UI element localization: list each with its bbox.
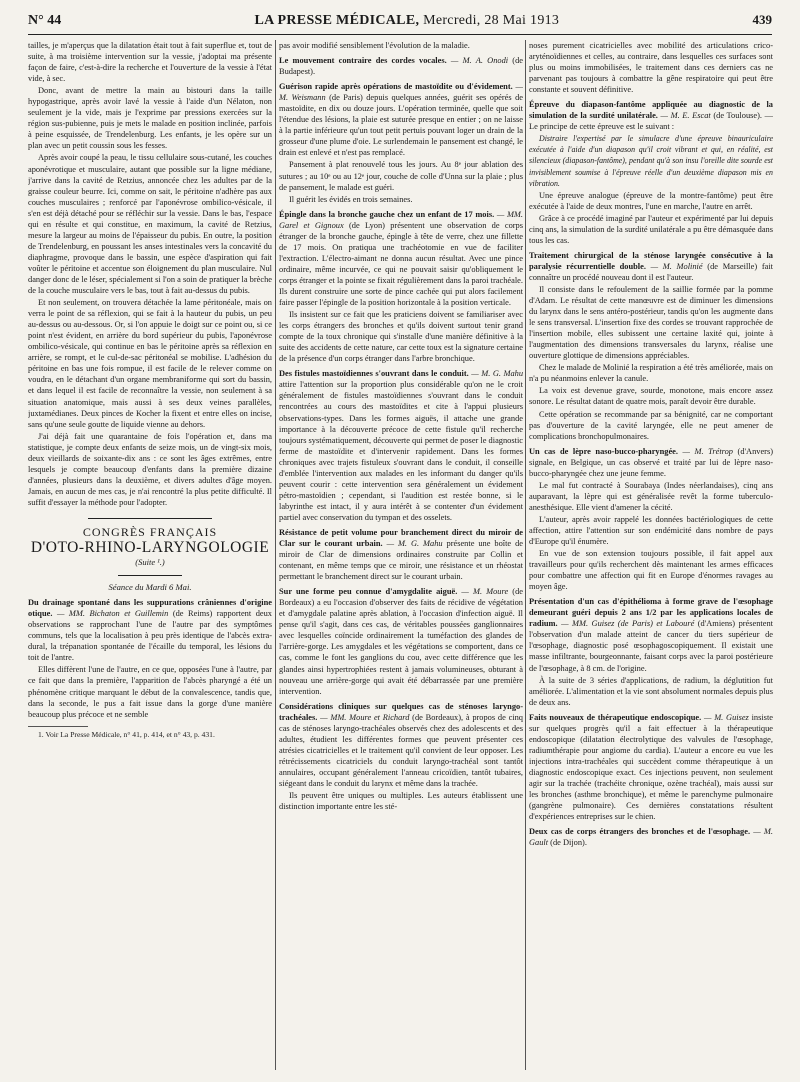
- paragraph: tailles, je m'aperçus que la dilatation était tout à fait superflue et, tout de suite, à ma troisième intervention sur la vessie, j'adoptai ma présente façon de faire, c'est-à-dire la recherche et l'ouverture de la vessie à l'état vide, à sec.: [28, 41, 272, 84]
- paragraph: Grâce à ce procédé imaginé par l'auteur et expérimenté par lui depuis cinq ans, la simulation de la surdité unilatérale a pu être démasquée dans tous les cas.: [529, 213, 773, 245]
- abstract-authors: — M. E. Escat: [657, 111, 711, 121]
- abstract-authors: — M. Moure: [457, 587, 509, 597]
- paragraph: Pansement à plat renouvelé tous les jours. Au 8ᵉ jour ablation des sutures ; au 10ᵉ ou au 12ᵉ jour, couche de colle d'Unna sur la plaie ; plus de pansement, le malade est guéri.: [279, 160, 523, 192]
- paragraph: Il consiste dans le refoulement de la saillie formée par la pomme d'Adam. Le résultat de cette manœuvre est de diminuer les dimensions du larynx dans le sens antéro-postérieur, tandis qu'on les augmente dans le sens transversal. L'insertion fixe des cordes se trouvant rapprochée de l'insertion mobile, elles subissent une certaine laxité qui, jointe à l'augmentation des dimensions transversales du larynx, réalise une ouverture glottique de dimensions appréciables.: [529, 284, 773, 361]
- page-header: [28, 12, 772, 32]
- abstract-title: Deux cas de corps étrangers des bronches et de l'œsophage.: [529, 827, 751, 837]
- abstract-paragraph: [279, 55, 523, 77]
- abstract-authors: — M. G. Mahu: [468, 369, 523, 379]
- abstract-paragraph: [529, 596, 773, 673]
- abstract-authors: — M. Guisez: [701, 712, 749, 722]
- abstract-title: Résistance de petit volume pour branchement direct du miroir de Clar sur le courant urbain.: [279, 527, 523, 549]
- abstract-title: Des fistules mastoïdiennes s'ouvrant dans le conduit.: [279, 369, 469, 379]
- paragraph: Une épreuve analogue (épreuve de la montre-fantôme) peut être exécutée à l'aide de deux montres, l'une en marche, l'autre en arrêt.: [529, 190, 773, 211]
- footnote: 1. Voir La Presse Médicale, n° 41, p. 414, et n° 43, p. 431.: [38, 729, 215, 739]
- abstract-title: Traitement chirurgical de la sténose laryngée consécutive à la paralysie récurrentielle double.: [529, 250, 773, 271]
- abstract-title: Considérations cliniques sur quelques cas de sténoses laryngo-trachéales.: [279, 701, 523, 722]
- abstract-text: (de Bordeaux) a eu l'occasion d'observer des faits de récidive de végétation et d'amygdale palatine après ablation, à l'occasion d'infection aiguë. Il pense qu'il s'agit, dans ces cas, de véritables poussées ganglionnaires avec lesquelles coïncide ordinairement la tuméfaction des glandes de l'arrière-gorge. Les amygdales et les végétations se comportent, dans ce cas, comme le font les ganglions du cou, avec cette différence que les glandes ainsi hypertrophiées restent à jamais volumineuses, obturant à nouveau une arrière-gorge qui avait été débarrassée par une première intervention.: [279, 587, 523, 696]
- column-divider: [525, 40, 526, 1070]
- abstract-text: (de Reims) rapportent deux observations se rapprochant l'une de l'autre par des symptômes communs, tels que la localisation à peu près identique de l'abcès extra-dural, la trépanation spontanée de l'écaille du temporal, les lésions du toit de l'antre.: [28, 609, 272, 663]
- paragraph: En vue de son extension toujours possible, il fait appel aux travailleurs pour qu'ils recherchent dès maintenant les armes efficaces pour combattre une affection qui fit en Europe d'énormes ravages au moyen âge.: [529, 549, 773, 592]
- column-divider: [275, 40, 276, 1070]
- abstract-authors: — M. G. Mahu: [382, 539, 443, 549]
- abstract-title: Sur une forme peu connue d'amygdalite aiguë.: [279, 587, 458, 597]
- abstract-paragraph: [529, 446, 773, 479]
- abstract-text: (d'Anvers) signale, en Belgique, un cas observé et traité par lui de lèpre naso-bucco-pharyngée chez une jeune femme.: [529, 446, 773, 478]
- abstract-text: (de Paris) depuis quelques années, guérit ses opérés de mastoïdite, en dix ou douze jours. L'opération terminée, quelle que soit l'étendue des lésions, la plaie est suturée presque en entier ; on ne laisse à la partie inférieure qu'un tout petit pertuis pouvant loger un drain de la grosseur d'une plume d'oie. Le surlendemain le pansement est changé, le drain est enlevé et n'est pas remplacé.: [279, 93, 523, 158]
- paragraph: pas avoir modifié sensiblement l'évolution de la maladie.: [279, 41, 470, 50]
- paragraph: La voix est devenue grave, sourde, monotone, mais encore assez sonore. Le résultat datant de quatre mois, paraît devoir être durable.: [529, 386, 773, 407]
- abstract-title: Le mouvement contraire des cordes vocales.: [279, 56, 447, 66]
- paragraph: Le mal fut contracté à Sourabaya (Indes néerlandaises), cinq ans auparavant, la lèpre qui est généralisée revêt la forme tuberculo-anesthésique. Elle vient d'amener la cécité.: [529, 480, 773, 512]
- issue-number: N° 44: [28, 13, 62, 28]
- issue-date: Mercredi, 28 Mai 1913: [423, 13, 560, 28]
- heading-rule: [88, 518, 212, 519]
- congress-heading: [28, 518, 272, 576]
- abstract-title: Du drainage spontané dans les suppurations crâniennes d'origine otique.: [28, 598, 272, 619]
- abstract-paragraph: [279, 527, 523, 582]
- journal-name: LA PRESSE MÉDICALE,: [254, 13, 420, 28]
- congress-title: CONGRÈS FRANÇAIS: [82, 524, 218, 539]
- congress-continued: (Suite ¹.): [135, 557, 165, 568]
- abstract-paragraph: [529, 826, 773, 848]
- journal-title-line: [254, 13, 559, 29]
- abstract-paragraph: [279, 586, 523, 696]
- column-2: [279, 40, 523, 1070]
- abstract-text: (de Toulouse). — Le principe de cette épreuve est le suivant :: [529, 111, 773, 132]
- abstract-authors: — MM. Moure et Richard: [317, 712, 410, 722]
- abstract-title: Faits nouveaux de thérapeutique endoscopique.: [529, 712, 702, 722]
- congress-subtitle: D'OTO-RHINO-LARYNGOLOGIE: [30, 539, 270, 557]
- paragraph: Cette opération se recommande par sa bénignité, car ne comportant pas d'ouverture de la cavité laryngée, elle ne peut amener de complications bronchopulmonaires.: [529, 409, 773, 441]
- abstract-authors: — M. Trétrop: [678, 446, 733, 456]
- heading-rule: [118, 575, 182, 576]
- abstract-paragraph: [529, 712, 773, 822]
- abstract-authors: — MM. Bichaton et Guillemin: [52, 609, 169, 619]
- paragraph: Elles diffèrent l'une de l'autre, en ce que, opposées l'une à l'autre, par ce fait que dans la première, l'apparition de l'abcès pharyngé a été un phénomène critique marquant le début de la convalescence, tandis que, dans la seconde, le pus a fait issue dans la gorge d'une manière beaucoup plus précoce et ne semble: [28, 665, 272, 719]
- abstract-paragraph: [279, 81, 523, 158]
- paragraph: Chez le malade de Molinié la respiration a été très améliorée, mais on n'a pu néanmoins enlever la canule.: [529, 363, 773, 384]
- abstract-text: (de Bordeaux), à propos de cinq cas de sténoses laryngo-trachéales observés chez des adolescents et des adultes, étudient les différentes formes que peuvent présenter ces atrésies cicatricielles et le traitement qu'il convient de leur opposer. Les rétrécissements cicatriciels du conduit laryngo-trachéal sont tantôt annulaires, occupant généralement l'anneau cricoïdien, tantôt tubaires, siégeant dans le conduit du larynx et même dans la trachée.: [279, 712, 523, 788]
- paragraph: J'ai déjà fait une quarantaine de fois l'opération et, dans ma statistique, je compte deux enfants de seize mois, un de vingt-six mois, deux vieillards de soixante-dix ans : ce sont les âges extrêmes, entre lesquels je compte beaucoup d'enfants dans la première dizaine d'années, plusieurs dans la deuxième, et divers adultes d'âge moyen. Jamais, en aucun de mes cas, je n'ai rencontré la plus petite difficulté. Il suffit d'essayer la méthode pour l'adopter.: [28, 431, 272, 507]
- abstract-authors: — M. Gault: [529, 827, 773, 848]
- abstract-text: (de Budapest).: [279, 56, 523, 77]
- abstract-text: (de Lyon) présentent une observation de corps étranger de la bronche gauche, épingle à tête de verre, chez une fillette de 17 mois. On pratiqua une trachéotomie en vue de faciliter l'extraction. L'électro-aimant ne donna aucun résultat. Avec une pince ordinaire, même incurvée, ce qui ne pouvait saisir qu'obliquement le corps étranger et la pointe se fixait régulièrement dans la paroi trachéale. Ils durent construire une sorte de pince cachée qui put alors facilement faire passer l'épingle de la position horizontale à la position verticale.: [279, 220, 523, 308]
- header-rule: [28, 34, 772, 35]
- column-1: [28, 40, 272, 1070]
- paragraph: Et non seulement, on trouvera détachée la lame péritonéale, mais on verra le point de sa réflexion, qui se fait à la hauteur du pubis, un peu au-dessus ou au-dessous. Or, si l'on appuie le doigt sur ce point ou, si ce point n'est évident, en arrière du bord supérieur du pubis, l'aponévrose ombilico-vésicale, qui continue en bas le péritoine après sa réflexion en arrière, se rompt, et le cul-de-sac péritonéal se mobilise. L'adhésion du péritoine en bas une fois rompue, il est facile de le relever comme on voudra, en le détachant d'un organe membraniforme qui sort du bassin, et dans lequel il est facile de reconnaître la vessie, non seulement à sa situation anatomique, mais aussi à ses deux veines parallèles, juxtamédianes. Deux pinces de Kocher la fixent et entre elles on incise, sans qu'une seule goutte de liquide vienne au dehors.: [28, 298, 272, 429]
- abstract-text: (de Dijon).: [548, 838, 587, 848]
- abstract-title: Épingle dans la bronche gauche chez un enfant de 17 mois.: [279, 209, 495, 219]
- abstract-text: (de Marseille) fait connaître un procédé nouveau dont il est l'auteur.: [529, 261, 773, 282]
- abstract-paragraph: [279, 209, 523, 308]
- abstract-text: attire l'attention sur la proportion plus considérable qu'on ne le croit généralement de fistules mastoïdiennes s'ouvrant dans le conduit rencontrées au cours des mastoïdites et cite à l'appui plusieurs observations-types. Dans les formes aiguës, il attache une grande importance à la découverte précoce de cette fistule qu'il recherche toujours systématiquement, découverte qui permet de poser le diagnostic ferme de mastoïdite et d'intervenir rapidement. Dans les formes chroniques avec trajets fistuleux s'ouvrant dans le conduit, il conseille d'emblée l'intervention aux malades en les informant du danger qu'ils peuvent courir : cette intervention sera généralement un évidement pétro-mastoïdien ; cependant, si l'audition est restée bonne, si le labyrinthe est intact, il y aura intérêt à se contenter d'un évidement partiel avec conservation du tympan et des osselets.: [279, 380, 523, 522]
- quoted-principle: [529, 133, 773, 188]
- abstract-authors: — M. Weismann: [279, 82, 523, 103]
- abstract-title: Guérison rapide après opérations de mastoïdite ou d'évidement.: [279, 82, 513, 92]
- abstract-text: présente une boîte de miroir de Clar de dimensions ordinaires construite par Collin et contenant, en même temps que ce miroir, une résistance et un rhéostat permettant le branchement direct sur le courant urbain.: [279, 539, 523, 582]
- abstract-paragraph: [279, 368, 523, 523]
- paragraph: L'auteur, après avoir rappelé les données bactériologiques de cette affection, attire l'attention sur son endémicité dans nombre de pays d'Europe qu'il énumère.: [529, 514, 773, 547]
- abstract-title: Un cas de lèpre naso-bucco-pharyngée.: [529, 446, 678, 456]
- paragraph: Après avoir coupé la peau, le tissu cellulaire sous-cutané, les couches aponévrotique et musculaire, autant que possible sur la ligne médiane, j'arrive dans la cavité de Retzius, annoncée chez les adultes par de la graisse couleur beurre. Ici, comme on sait, le péritoine n'adhère pas aux couches musculaires ; renforcé par l'aponévrose ombilico-vésicale, il s'en est déjà détaché pour se réfléchir sur la vessie. Dans le bas, l'espace qui en résulte et qui constitue, en maximum, la cavité de Retzius, mesure la largeur au moins de l'épaisseur du pubis. En outre, la position de Trendelenburg, en poussant les anses intestinales vers la concavité du diaphragme, provoque dans le bassin, une espèce d'aspiration qui fait voûter le péritoine et accentue son éloignement du plan musculaire. Nul danger donc de le léser, spécialement si l'on a soin de pratiquer la brèche de la couche musculaire vers le bas, tout à fait au-dessus du pubis.: [28, 153, 272, 296]
- paragraph: Donc, avant de mettre la main au bistouri dans la taille hypogastrique, après avoir lavé la vessie à l'aide d'un Nélaton, non seulement je la vide, mais je l'exprime par pressions exercées sur la région sus-pubienne, puis je mets le malade en position inclinée, parfois à peine esquissée, de Trendelenburg. Les enfants, je les opère sur un plan avec un petit coussin sous les fesses.: [28, 86, 272, 151]
- paragraph: À la suite de 3 séries d'applications, de radium, la déglutition fut améliorée. L'alimentation et la vie sont absolument normales depuis plus de deux ans.: [529, 675, 773, 707]
- abstract-authors: — MM. Garel et Gignoux: [279, 209, 523, 230]
- paragraph: noses purement cicatricielles avec mobilité des articulations crico-aryténoïdiennes et celles, au contraire, dans lesquelles ces surfaces sont plus ou moins immobilisées, le traitement dans ces derniers cas ne parvenant pas toujours à combattre la gêne respiratoire qui peut être constante et souvent définitive.: [529, 41, 773, 95]
- page-number: 439: [752, 12, 772, 27]
- abstract-authors: — M. Molinié: [645, 261, 703, 271]
- column-3: [529, 40, 773, 1070]
- abstract-paragraph: [28, 597, 272, 663]
- footnote-rule: [28, 726, 88, 727]
- abstract-title: Épreuve du diapason-fantôme appliquée au diagnostic de la simulation de la surdité unilatérale.: [529, 100, 773, 121]
- abstract-text: (d'Amiens) présentent l'observation d'un malade atteint de cancer du tiers supérieur de l'œsophage, diagnostic posé œsophagoscopiquement. Il existait une masse infiltrante, bourgeonnante, faisant corps avec la paroi postérieure de l'œsophage, à 8 cm. de l'origine.: [529, 619, 773, 673]
- abstract-paragraph: [529, 99, 773, 132]
- paragraph: Ils insistent sur ce fait que les praticiens doivent se familiariser avec les corps étrangers des bronches et qu'ils doivent surtout tenir grand compte de la toux chronique qui s'installe d'une manière définitive à la suite des accidents de cette nature, car cette toux est la signature certaine de la présence d'un corps étranger dans l'arbre bronchique.: [279, 310, 523, 364]
- paragraph: Ils peuvent être uniques ou multiples. Les auteurs établissent une distinction importante entre les sté-: [279, 791, 523, 812]
- paragraph: Il guérit les évidés en trois semaines.: [289, 194, 413, 204]
- abstract-paragraph: [279, 701, 523, 789]
- abstract-title: Présentation d'un cas d'épithélioma à forme grave de l'œsophage demeurant guéri depuis 2 ans 1/2 par les applications locales de radium.: [529, 597, 773, 629]
- abstract-text: insiste sur quelques progrès qu'il a fait effectuer à la thérapeutique endoscopique (dilatation électrolytique des valvules de l'œsophage, radiumthérapie pour angiome du cardia). L'auteur a encore eu vue les injections intra-trachéales qui succèdent comme thérapeutique à un diagnostic endoscopique exact. Ces injections peuvent, non seulement agir sur la trachée (trachéite chronique, ozène trachéal), mais aussi sur les bronches (asthme bronchique), et même le parenchyme pulmonaire (gangrène pulmonaire). Ces dernières constatations résultent d'expériences entreprises sur le chien.: [529, 712, 773, 822]
- abstract-authors: — MM. Guisez (de Paris) et Labouré: [557, 619, 695, 629]
- quoted-principle-text: Distraire l'expertisé par le simulacre d'une épreuve binauriculaire exécutée à l'aide d'un diapason qu'il croit vibrant et qui, en réalité, est silencieux (diapason-fantôme), pendant qu'à son insu l'oreille dite sourde est invisiblement soumise à l'épreuve réelle d'un deuxième diapason mis en vibration.: [529, 134, 773, 188]
- abstract-paragraph: [529, 250, 773, 283]
- session-date: Séance du Mardi 6 Mai.: [108, 582, 192, 593]
- abstract-authors: — M. A. Onodi: [446, 56, 509, 66]
